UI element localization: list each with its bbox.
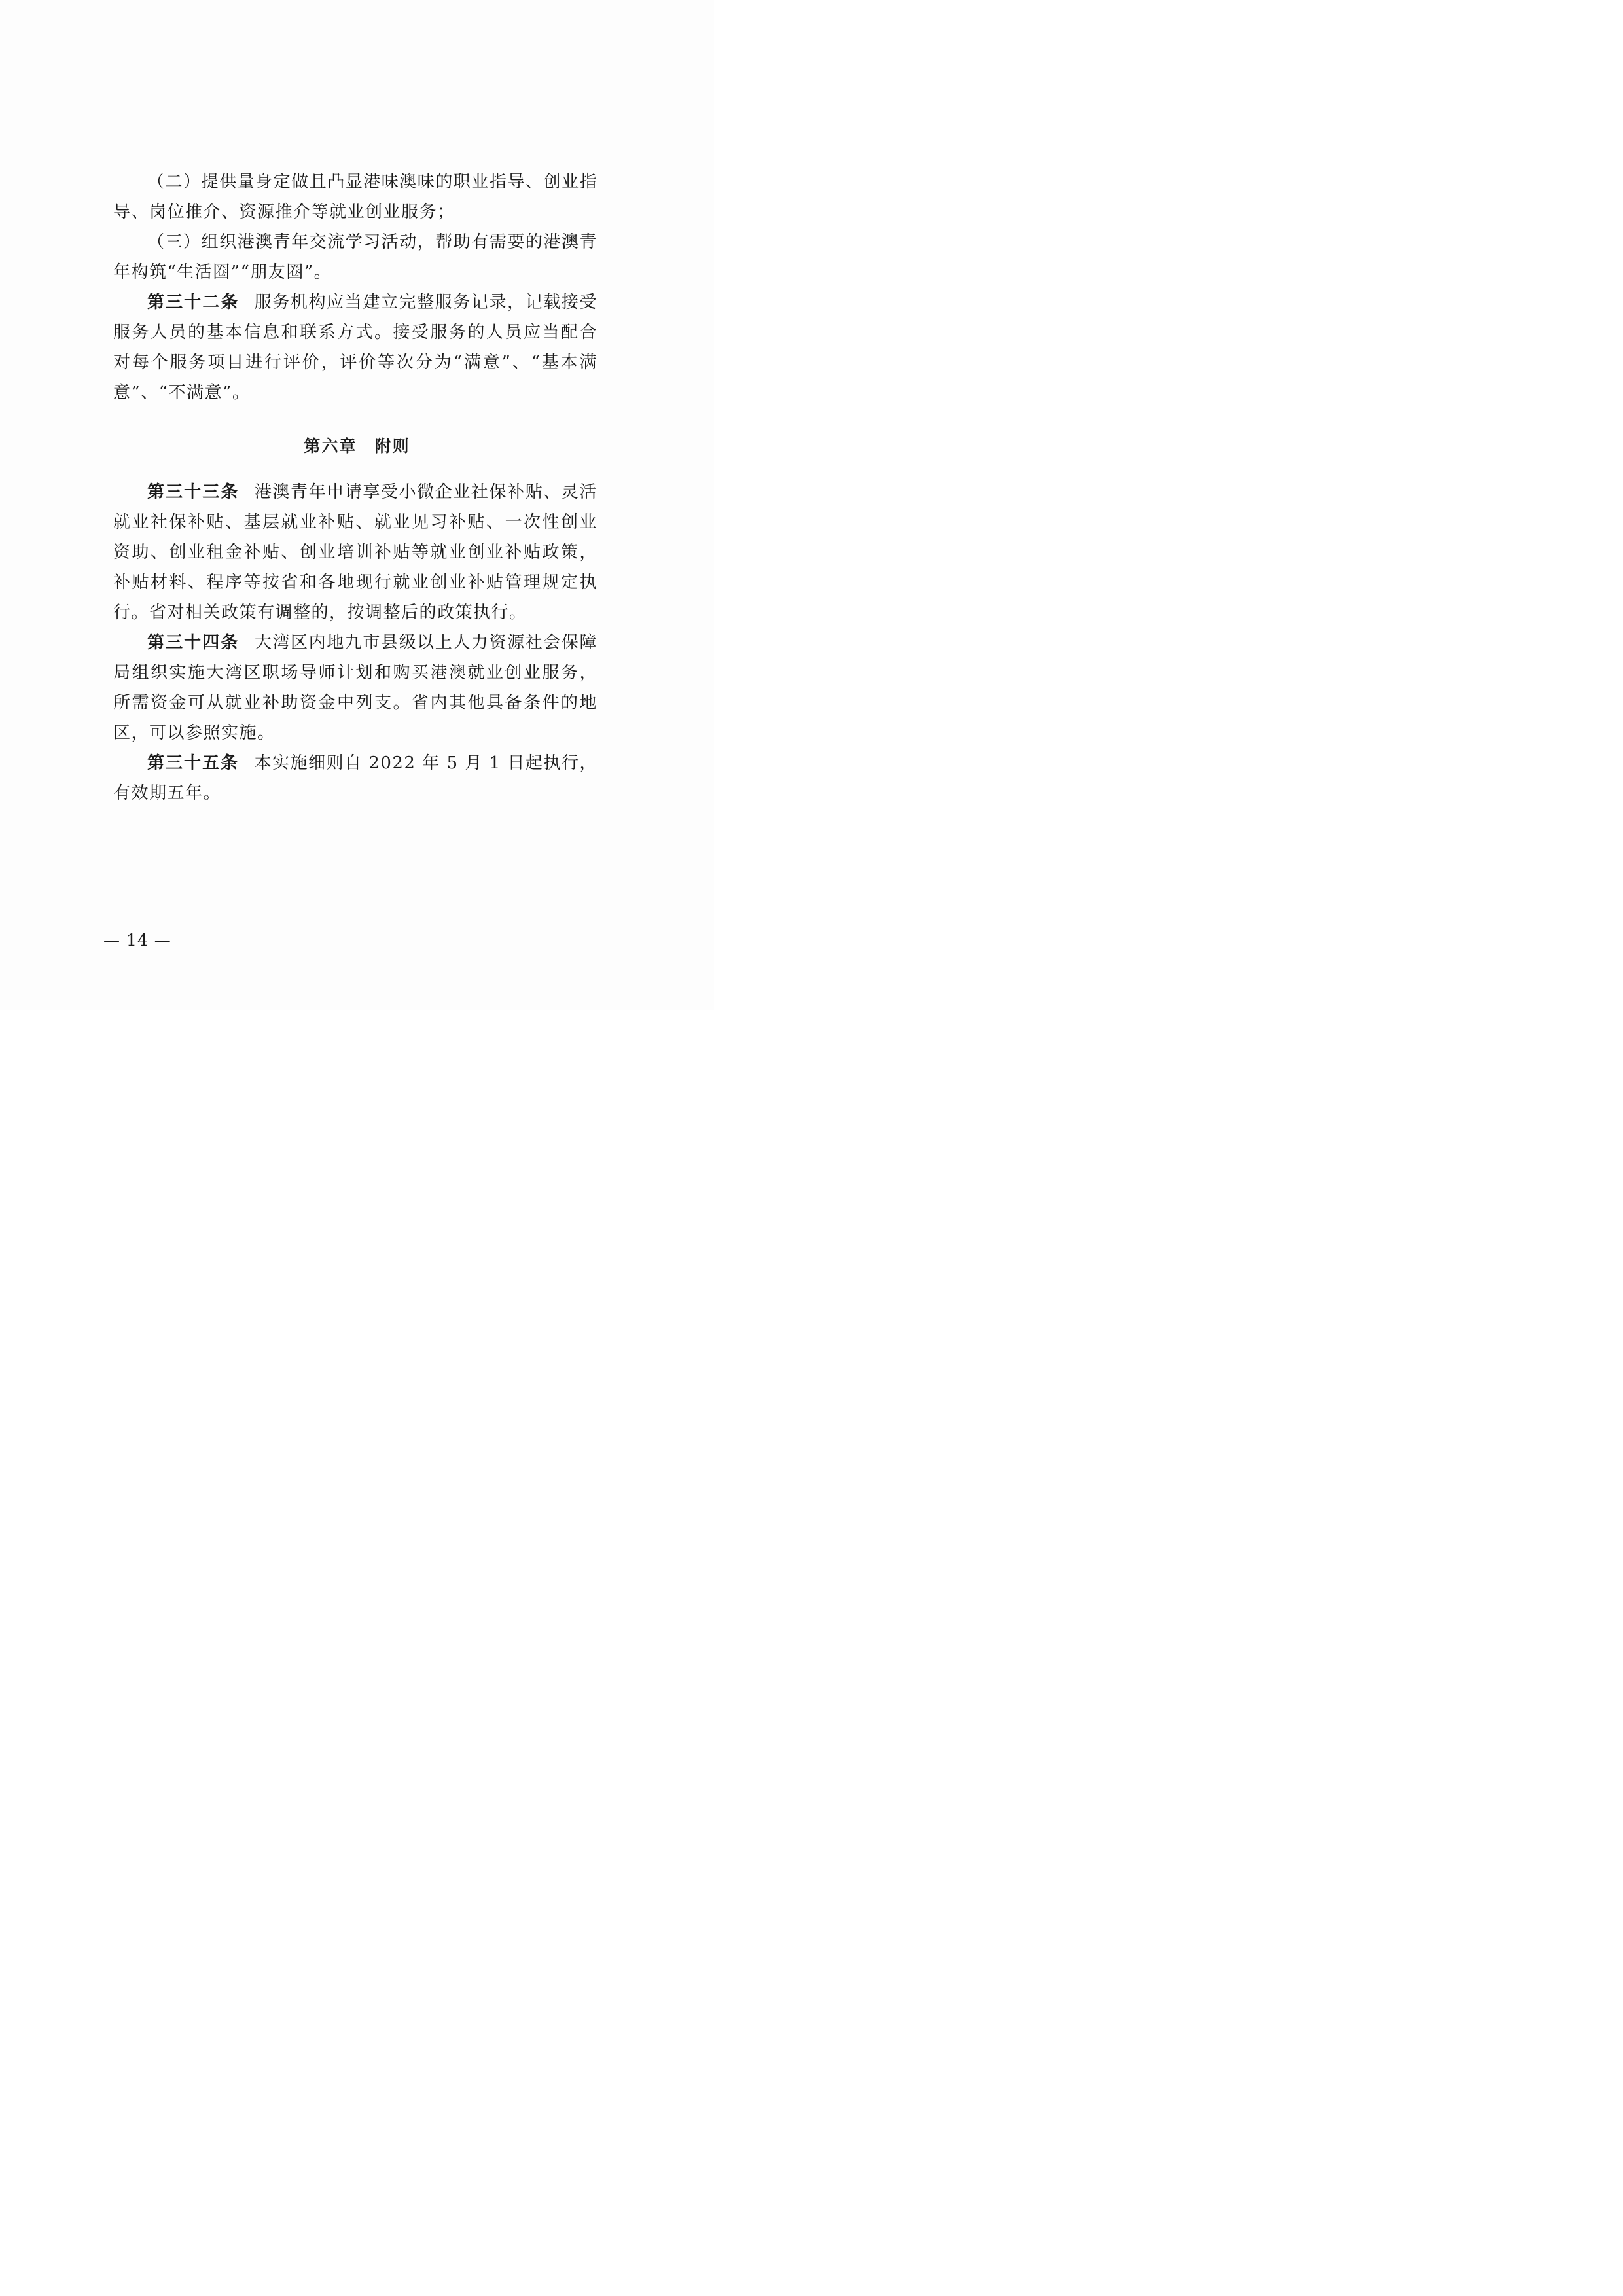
- article-33-label: 第三十三条: [147, 482, 240, 502]
- article-32-text: 服务机构应当建立完整服务记录，记载接受服务人员的基本信息和联系方式。接受服务的人员应当配合对每个服务项目进行评价，评价等次分为“满意”、“基本满意”、“不满意”。: [113, 293, 597, 403]
- article-35: [113, 748, 597, 808]
- lower-section: [113, 477, 597, 808]
- article-33: [113, 477, 597, 628]
- article-32-label: 第三十二条: [147, 293, 240, 312]
- article-34-label: 第三十四条: [147, 633, 240, 653]
- article-35-text: 本实施细则自 2022 年 5 月 1 日起执行，有效期五年。: [113, 753, 597, 803]
- paragraph-item-two: （二）提供量身定做且凸显港味澳味的职业指导、创业指导、岗位推介、资源推介等就业创业服务；: [113, 172, 597, 222]
- document-page: [0, 0, 714, 1010]
- paragraph-item-three: （三）组织港澳青年交流学习活动，帮助有需要的港澳青年构筑“生活圈”“朋友圈”。: [113, 232, 597, 282]
- article-34: [113, 628, 597, 748]
- article-32: [113, 287, 597, 408]
- article-35-label: 第三十五条: [147, 753, 240, 773]
- upper-section: [113, 167, 597, 408]
- chapter-heading: 第六章 附则: [304, 437, 410, 456]
- article-33-text: 港澳青年申请享受小微企业社保补贴、灵活就业社保补贴、基层就业补贴、就业见习补贴、一次性创业资助、创业租金补贴、创业培训补贴等就业创业补贴政策，补贴材料、程序等按省和各地现行就业创业补贴管理规定执行。省对相关政策有调整的，按调整后的政策执行。: [113, 482, 597, 622]
- article-34-text: 大湾区内地九市县级以上人力资源社会保障局组织实施大湾区职场导师计划和购买港澳就业创业服务，所需资金可从就业补助资金中列支。省内其他具备条件的地区，可以参照实施。: [113, 633, 597, 743]
- page-number: — 14 —: [103, 931, 171, 950]
